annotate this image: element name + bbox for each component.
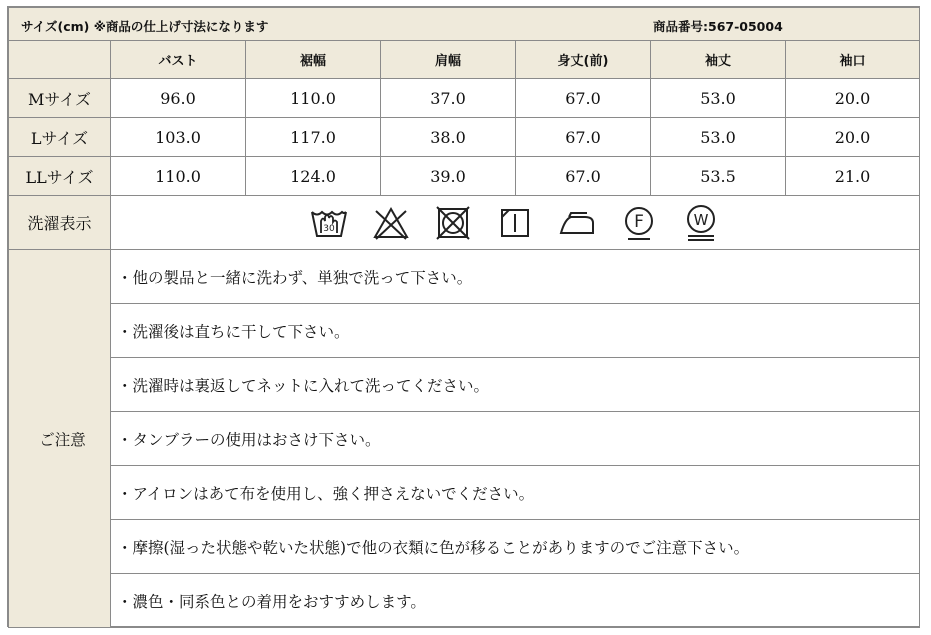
cell: 53.5 (651, 157, 786, 196)
care-label: 洗濯表示 (9, 196, 111, 250)
col-bust: バスト (111, 41, 246, 79)
size-chart (7, 6, 920, 627)
cell: 37.0 (381, 79, 516, 118)
title-left: サイズ(cm) ※商品の仕上げ寸法になります (21, 19, 269, 34)
note-row (9, 574, 920, 628)
header-row (9, 41, 920, 79)
product-number: 商品番号:567-05004 (653, 19, 783, 34)
care-icons-cell (111, 196, 920, 250)
note-item: ・洗濯後は直ちに干して下さい。 (111, 304, 920, 358)
cell: 38.0 (381, 118, 516, 157)
note-row (9, 358, 920, 412)
dry-clean-letter: F (634, 211, 644, 232)
cell: 53.0 (651, 79, 786, 118)
note-row (9, 412, 920, 466)
note-item: ・タンブラーの使用はおさけ下さい。 (111, 412, 920, 466)
col-sleeve-length: 袖丈 (651, 41, 786, 79)
cell: 67.0 (516, 79, 651, 118)
note-item: ・アイロンはあて布を使用し、強く押さえないでください。 (111, 466, 920, 520)
iron-icon (557, 203, 597, 243)
col-hem-width: 裾幅 (246, 41, 381, 79)
wash-temp-text: 30 (323, 223, 335, 234)
cell: 39.0 (381, 157, 516, 196)
header-corner (9, 41, 111, 79)
note-row (9, 304, 920, 358)
cell: 103.0 (111, 118, 246, 157)
table-row (9, 118, 920, 157)
note-row (9, 520, 920, 574)
cell: 110.0 (246, 79, 381, 118)
cell: 20.0 (786, 118, 920, 157)
row-label: LLサイズ (9, 157, 111, 196)
row-label: Mサイズ (9, 79, 111, 118)
notes-label: ご注意 (9, 250, 111, 628)
col-cuff: 袖口 (786, 41, 920, 79)
cell: 21.0 (786, 157, 920, 196)
care-icons (111, 203, 919, 243)
hand-wash-icon (309, 203, 349, 243)
dry-clean-f-icon (619, 203, 659, 243)
line-dry-icon (495, 203, 535, 243)
cell: 20.0 (786, 79, 920, 118)
col-shoulder: 肩幅 (381, 41, 516, 79)
cell: 117.0 (246, 118, 381, 157)
note-item: ・濃色・同系色との着用をおすすめします。 (111, 574, 920, 628)
cell: 67.0 (516, 157, 651, 196)
care-row (9, 196, 920, 250)
cell: 67.0 (516, 118, 651, 157)
col-length: 身丈(前) (516, 41, 651, 79)
note-item: ・摩擦(湿った状態や乾いた状態)で他の衣類に色が移ることがありますのでご注意下さい。 (111, 520, 920, 574)
table-row (9, 157, 920, 196)
note-row (9, 466, 920, 520)
table-row (9, 79, 920, 118)
cell: 110.0 (111, 157, 246, 196)
no-bleach-icon (371, 203, 411, 243)
cell: 96.0 (111, 79, 246, 118)
row-label: Lサイズ (9, 118, 111, 157)
note-row (9, 250, 920, 304)
cell: 124.0 (246, 157, 381, 196)
note-item: ・他の製品と一緒に洗わず、単独で洗って下さい。 (111, 250, 920, 304)
wet-clean-letter: W (693, 210, 709, 229)
wet-clean-w-icon (681, 203, 721, 243)
no-tumble-dry-icon (433, 203, 473, 243)
title-row (9, 8, 920, 41)
cell: 53.0 (651, 118, 786, 157)
size-table (8, 7, 920, 628)
note-item: ・洗濯時は裏返してネットに入れて洗ってください。 (111, 358, 920, 412)
